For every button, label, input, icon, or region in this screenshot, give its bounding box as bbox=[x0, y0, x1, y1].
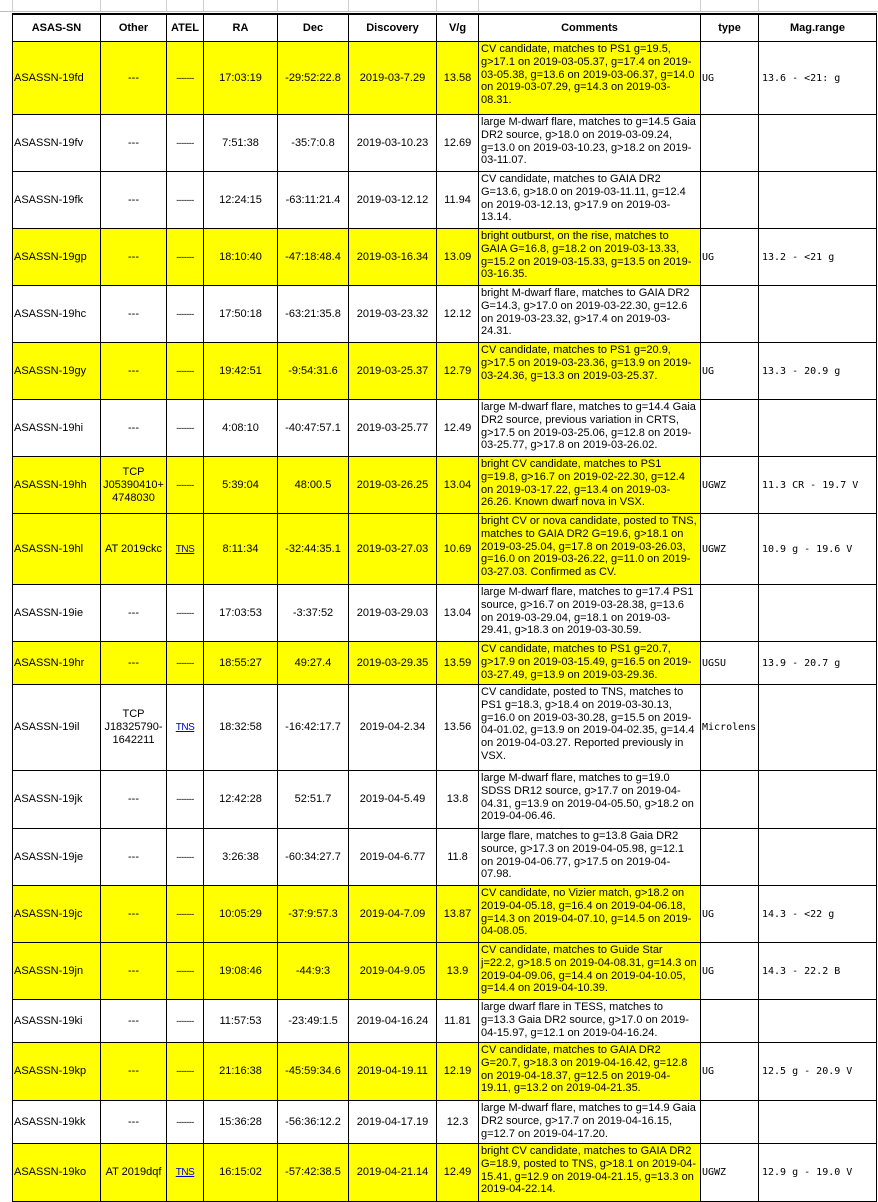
cell-type: UGSU bbox=[701, 642, 759, 685]
cell-ra: 4:08:10 bbox=[204, 400, 278, 457]
cell-comment: CV candidate, matches to GAIA DR2 G=20.7, g>18.3 on 2019-04-16.42, g=12.8 on 2019-04-18.37, g=12.5 on 2019-04-19.11, g=13.2 on 2019-04-21.35. bbox=[479, 1043, 701, 1101]
cell-comment: bright CV candidate, matches to GAIA DR2 G=18.9, posted to TNS, g>18.1 on 2019-04-15.41, g=12.9 on 2019-04-21.15, g=13.3 on 2019-04-22.14. bbox=[479, 1144, 701, 1202]
transient-table bbox=[12, 13, 877, 1202]
cell-type: UG bbox=[701, 886, 759, 943]
col-header-ra: RA bbox=[204, 14, 278, 42]
cell-vg: 12.19 bbox=[437, 1043, 479, 1101]
col-header-vg: V/g bbox=[437, 14, 479, 42]
cell-discovery: 2019-04-2.34 bbox=[349, 685, 437, 771]
cell-dec: -44:9:3 bbox=[278, 943, 349, 1000]
cell-asassn-id: ASASSN-19kk bbox=[13, 1101, 101, 1144]
cell-discovery: 2019-04-5.49 bbox=[349, 771, 437, 829]
cell-ra: 15:36:28 bbox=[204, 1101, 278, 1144]
cell-magrange: 14.3 - 22.2 B bbox=[759, 943, 877, 1000]
cell-comment: CV candidate, posted to TNS, matches to PS1 g=18.3, g>18.4 on 2019-03-30.13, g=16.0 on 2019-03-30.28, g=15.5 on 2019-04-01.02, g=13.9 on 2019-04-02.35, g=14.4 on 2019-04-03.27. Reported previously in VSX. bbox=[479, 685, 701, 771]
cell-other: AT 2019ckc bbox=[101, 514, 167, 585]
cell-dec: -9:54:31.6 bbox=[278, 343, 349, 400]
cell-comment: CV candidate, no Vizier match, g>18.2 on 2019-04-05.18, g=16.4 on 2019-04-06.18, g=14.3 on 2019-04-07.10, g=14.5 on 2019-04-08.05. bbox=[479, 886, 701, 943]
cell-asassn-id: ASASSN-19fv bbox=[13, 115, 101, 172]
cell-ra: 16:15:02 bbox=[204, 1144, 278, 1202]
cell-other: --- bbox=[101, 771, 167, 829]
cell-ra: 3:26:38 bbox=[204, 829, 278, 886]
table-row bbox=[13, 1043, 877, 1101]
cell-comment: large M-dwarf flare, matches to g=17.4 PS1 source, g>16.7 on 2019-03-28.38, g=13.6 on 2019-03-29.04, g=18.1 on 2019-03-29.41, g>18.3 on 2019-03-30.59. bbox=[479, 585, 701, 642]
cell-asassn-id: ASASSN-19hc bbox=[13, 286, 101, 343]
cell-comment: large M-dwarf flare, matches to g=14.5 Gaia DR2 source, g>18.0 on 2019-03-09.24, g=13.0 on 2019-03-10.23, g>18.2 on 2019-03-11.07. bbox=[479, 115, 701, 172]
cell-discovery: 2019-03-7.29 bbox=[349, 42, 437, 115]
col-header-type: type bbox=[701, 14, 759, 42]
cell-discovery: 2019-04-6.77 bbox=[349, 829, 437, 886]
cell-ra: 17:50:18 bbox=[204, 286, 278, 343]
cell-ra: 7:51:38 bbox=[204, 115, 278, 172]
cell-ra: 21:16:38 bbox=[204, 1043, 278, 1101]
table-row bbox=[13, 642, 877, 685]
table-row bbox=[13, 886, 877, 943]
cell-comment: large M-dwarf flare, matches to g=14.4 Gaia DR2 source, previous variation in CRTS, g>17.5 on 2019-03-25.06, g=12.8 on 2019-03-25.77, g>17.8 on 2019-03-26.02. bbox=[479, 400, 701, 457]
cell-other: --- bbox=[101, 642, 167, 685]
cell-type: UGWZ bbox=[701, 457, 759, 514]
cell-type bbox=[701, 1000, 759, 1043]
cell-ra: 18:10:40 bbox=[204, 229, 278, 286]
cell-type: UG bbox=[701, 229, 759, 286]
cell-magrange bbox=[759, 771, 877, 829]
cell-magrange bbox=[759, 829, 877, 886]
cell-magrange bbox=[759, 115, 877, 172]
cell-discovery: 2019-03-23.32 bbox=[349, 286, 437, 343]
cell-other: --- bbox=[101, 343, 167, 400]
cell-vg: 12.79 bbox=[437, 343, 479, 400]
table-row bbox=[13, 229, 877, 286]
cell-vg: 11.81 bbox=[437, 1000, 479, 1043]
cell-dec: -35:7:0.8 bbox=[278, 115, 349, 172]
cell-ra: 11:57:53 bbox=[204, 1000, 278, 1043]
cell-atel: ------- bbox=[167, 229, 204, 286]
cell-vg: 10.69 bbox=[437, 514, 479, 585]
cell-type: Microlens bbox=[701, 685, 759, 771]
cell-other: TCP J05390410+ 4748030 bbox=[101, 457, 167, 514]
cell-vg: 11.8 bbox=[437, 829, 479, 886]
col-header-discovery: Discovery bbox=[349, 14, 437, 42]
cell-vg: 12.49 bbox=[437, 1144, 479, 1202]
cell-asassn-id: ASASSN-19je bbox=[13, 829, 101, 886]
cell-asassn-id: ASASSN-19kp bbox=[13, 1043, 101, 1101]
cell-magrange: 11.3 CR - 19.7 V bbox=[759, 457, 877, 514]
cell-magrange bbox=[759, 1101, 877, 1144]
table-body bbox=[13, 42, 877, 1202]
col-header-asassn: ASAS-SN bbox=[13, 14, 101, 42]
cell-type bbox=[701, 115, 759, 172]
cell-discovery: 2019-04-9.05 bbox=[349, 943, 437, 1000]
cell-discovery: 2019-04-17.19 bbox=[349, 1101, 437, 1144]
cell-type: UG bbox=[701, 343, 759, 400]
cell-atel bbox=[167, 685, 204, 771]
cell-other: --- bbox=[101, 115, 167, 172]
table-row bbox=[13, 42, 877, 115]
cell-discovery: 2019-04-7.09 bbox=[349, 886, 437, 943]
cell-atel: ------- bbox=[167, 771, 204, 829]
cell-comment: large flare, matches to g=13.8 Gaia DR2 source, g>17.3 on 2019-04-05.98, g=12.1 on 2019-04-06.77, g>17.5 on 2019-04-07.98. bbox=[479, 829, 701, 886]
cell-magrange bbox=[759, 286, 877, 343]
cell-discovery: 2019-03-12.12 bbox=[349, 172, 437, 229]
cell-atel: ------- bbox=[167, 343, 204, 400]
cell-magrange: 12.9 g - 19.0 V bbox=[759, 1144, 877, 1202]
table-row bbox=[13, 685, 877, 771]
cell-vg: 13.9 bbox=[437, 943, 479, 1000]
cell-magrange bbox=[759, 400, 877, 457]
cell-other: --- bbox=[101, 943, 167, 1000]
cell-comment: large dwarf flare in TESS, matches to g=13.3 Gaia DR2 source, g>17.0 on 2019-04-15.97, g=12.1 on 2019-04-16.24. bbox=[479, 1000, 701, 1043]
table-row bbox=[13, 172, 877, 229]
cell-dec: -60:34:27.7 bbox=[278, 829, 349, 886]
table-row bbox=[13, 400, 877, 457]
cell-dec: 52:51.7 bbox=[278, 771, 349, 829]
cell-other: --- bbox=[101, 1101, 167, 1144]
cell-asassn-id: ASASSN-19fk bbox=[13, 172, 101, 229]
table-row bbox=[13, 943, 877, 1000]
cell-comment: CV candidate, matches to Guide Star j=22.2, g>18.5 on 2019-04-08.31, g=14.3 on 2019-04-09.06, g=14.4 on 2019-04-10.05, g=14.4 on 2019-04-10.39. bbox=[479, 943, 701, 1000]
cell-vg: 13.8 bbox=[437, 771, 479, 829]
cell-dec: -16:42:17.7 bbox=[278, 685, 349, 771]
cell-type: UG bbox=[701, 42, 759, 115]
cell-magrange: 10.9 g - 19.6 V bbox=[759, 514, 877, 585]
cell-vg: 13.56 bbox=[437, 685, 479, 771]
cell-type bbox=[701, 771, 759, 829]
table-row bbox=[13, 514, 877, 585]
cell-discovery: 2019-03-25.77 bbox=[349, 400, 437, 457]
cell-atel: ------- bbox=[167, 943, 204, 1000]
cell-asassn-id: ASASSN-19gp bbox=[13, 229, 101, 286]
cell-discovery: 2019-04-19.11 bbox=[349, 1043, 437, 1101]
cell-dec: -56:36:12.2 bbox=[278, 1101, 349, 1144]
table-row bbox=[13, 585, 877, 642]
cell-ra: 18:55:27 bbox=[204, 642, 278, 685]
cell-dec: -47:18:48.4 bbox=[278, 229, 349, 286]
cell-asassn-id: ASASSN-19jk bbox=[13, 771, 101, 829]
column-header-strip bbox=[0, 0, 878, 12]
cell-type bbox=[701, 585, 759, 642]
cell-asassn-id: ASASSN-19hh bbox=[13, 457, 101, 514]
cell-type bbox=[701, 400, 759, 457]
col-header-other: Other bbox=[101, 14, 167, 42]
cell-type bbox=[701, 1101, 759, 1144]
cell-discovery: 2019-03-26.25 bbox=[349, 457, 437, 514]
cell-asassn-id: ASASSN-19ie bbox=[13, 585, 101, 642]
cell-atel bbox=[167, 1144, 204, 1202]
cell-magrange bbox=[759, 685, 877, 771]
cell-comment: large M-dwarf flare, matches to g=19.0 SDSS DR12 source, g>17.7 on 2019-04-04.31, g=13.9 on 2019-04-05.50, g>18.2 on 2019-04-06.46. bbox=[479, 771, 701, 829]
tns-link[interactable]: TNS bbox=[175, 543, 195, 555]
cell-comment: bright outburst, on the rise, matches to GAIA G=16.8, g=18.2 on 2019-03-13.33, g=15.2 on 2019-03-15.33, g=13.5 on 2019-03-16.35. bbox=[479, 229, 701, 286]
cell-type: UGWZ bbox=[701, 514, 759, 585]
cell-vg: 13.58 bbox=[437, 42, 479, 115]
cell-comment: CV candidate, matches to PS1 g=20.9, g>17.5 on 2019-03-23.36, g=13.9 on 2019-03-24.36, g=13.3 on 2019-03-25.37. bbox=[479, 343, 701, 400]
cell-other: --- bbox=[101, 886, 167, 943]
cell-comment: CV candidate, matches to PS1 g=19.5, g>17.1 on 2019-03-05.37, g=17.4 on 2019-03-05.38, g=13.6 on 2019-03-06.37, g=14.0 on 2019-03-07.29, g=14.3 on 2019-03-08.31. bbox=[479, 42, 701, 115]
cell-discovery: 2019-04-21.14 bbox=[349, 1144, 437, 1202]
table-row bbox=[13, 1000, 877, 1043]
cell-atel: ------- bbox=[167, 115, 204, 172]
cell-asassn-id: ASASSN-19hi bbox=[13, 400, 101, 457]
cell-dec: -3:37:52 bbox=[278, 585, 349, 642]
cell-vg: 13.04 bbox=[437, 585, 479, 642]
cell-other: --- bbox=[101, 829, 167, 886]
cell-asassn-id: ASASSN-19hl bbox=[13, 514, 101, 585]
cell-ra: 17:03:53 bbox=[204, 585, 278, 642]
cell-ra: 8:11:34 bbox=[204, 514, 278, 585]
cell-atel: ------- bbox=[167, 400, 204, 457]
cell-dec: -57:42:38.5 bbox=[278, 1144, 349, 1202]
cell-atel: ------- bbox=[167, 1101, 204, 1144]
cell-vg: 13.09 bbox=[437, 229, 479, 286]
table-row bbox=[13, 771, 877, 829]
table-row bbox=[13, 115, 877, 172]
cell-asassn-id: ASASSN-19il bbox=[13, 685, 101, 771]
cell-type: UG bbox=[701, 943, 759, 1000]
cell-atel: ------- bbox=[167, 585, 204, 642]
cell-magrange bbox=[759, 172, 877, 229]
cell-discovery: 2019-03-10.23 bbox=[349, 115, 437, 172]
cell-dec: 48:00.5 bbox=[278, 457, 349, 514]
cell-atel: ------- bbox=[167, 172, 204, 229]
cell-asassn-id: ASASSN-19gy bbox=[13, 343, 101, 400]
cell-discovery: 2019-03-16.34 bbox=[349, 229, 437, 286]
cell-vg: 13.04 bbox=[437, 457, 479, 514]
cell-ra: 18:32:58 bbox=[204, 685, 278, 771]
cell-discovery: 2019-03-29.35 bbox=[349, 642, 437, 685]
table-row bbox=[13, 1144, 877, 1202]
table-row bbox=[13, 1101, 877, 1144]
cell-discovery: 2019-04-16.24 bbox=[349, 1000, 437, 1043]
cell-discovery: 2019-03-29.03 bbox=[349, 585, 437, 642]
cell-dec: -45:59:34.6 bbox=[278, 1043, 349, 1101]
cell-discovery: 2019-03-25.37 bbox=[349, 343, 437, 400]
cell-vg: 12.49 bbox=[437, 400, 479, 457]
col-header-comments: Comments bbox=[479, 14, 701, 42]
cell-dec: -23:49:1.5 bbox=[278, 1000, 349, 1043]
cell-ra: 5:39:04 bbox=[204, 457, 278, 514]
cell-magrange: 13.3 - 20.9 g bbox=[759, 343, 877, 400]
cell-comment: large M-dwarf flare, matches to g=14.9 Gaia DR2 source, g>17.7 on 2019-04-16.15, g=12.7 on 2019-04-17.20. bbox=[479, 1101, 701, 1144]
col-header-dec: Dec bbox=[278, 14, 349, 42]
cell-asassn-id: ASASSN-19ki bbox=[13, 1000, 101, 1043]
cell-other: TCP J18325790- 1642211 bbox=[101, 685, 167, 771]
cell-ra: 17:03:19 bbox=[204, 42, 278, 115]
table-row bbox=[13, 343, 877, 400]
cell-atel: ------- bbox=[167, 457, 204, 514]
table-row bbox=[13, 829, 877, 886]
col-header-magrange: Mag.range bbox=[759, 14, 877, 42]
cell-magrange: 13.2 - <21 g bbox=[759, 229, 877, 286]
cell-type bbox=[701, 829, 759, 886]
cell-comment: bright CV candidate, matches to PS1 g=19.8, g>16.7 on 2019-02-22.30, g=12.4 on 2019-03-17.22, g=13.4 on 2019-03-26.26. Known dwarf nova in VSX. bbox=[479, 457, 701, 514]
cell-dec: -37:9:57.3 bbox=[278, 886, 349, 943]
cell-other: --- bbox=[101, 229, 167, 286]
cell-atel: ------- bbox=[167, 886, 204, 943]
cell-other: --- bbox=[101, 286, 167, 343]
cell-ra: 10:05:29 bbox=[204, 886, 278, 943]
cell-vg: 11.94 bbox=[437, 172, 479, 229]
cell-comment: CV candidate, matches to GAIA DR2 G=13.6, g>18.0 on 2019-03-11.11, g=12.4 on 2019-03-12.13, g>17.9 on 2019-03-13.14. bbox=[479, 172, 701, 229]
cell-atel: ------- bbox=[167, 1043, 204, 1101]
cell-atel: ------- bbox=[167, 286, 204, 343]
cell-vg: 12.3 bbox=[437, 1101, 479, 1144]
table-row bbox=[13, 457, 877, 514]
cell-type bbox=[701, 172, 759, 229]
cell-other: --- bbox=[101, 42, 167, 115]
cell-comment: bright M-dwarf flare, matches to GAIA DR2 G=14.3, g>17.0 on 2019-03-22.30, g=12.6 on 2019-03-23.32, g>17.4 on 2019-03-24.31. bbox=[479, 286, 701, 343]
cell-dec: -63:11:21.4 bbox=[278, 172, 349, 229]
cell-vg: 12.12 bbox=[437, 286, 479, 343]
cell-other: --- bbox=[101, 172, 167, 229]
cell-atel: ------- bbox=[167, 42, 204, 115]
cell-asassn-id: ASASSN-19jc bbox=[13, 886, 101, 943]
cell-other: AT 2019dqf bbox=[101, 1144, 167, 1202]
table-row bbox=[13, 286, 877, 343]
cell-asassn-id: ASASSN-19ko bbox=[13, 1144, 101, 1202]
cell-discovery: 2019-03-27.03 bbox=[349, 514, 437, 585]
cell-atel bbox=[167, 514, 204, 585]
cell-ra: 12:42:28 bbox=[204, 771, 278, 829]
cell-ra: 19:42:51 bbox=[204, 343, 278, 400]
cell-atel: ------- bbox=[167, 829, 204, 886]
cell-ra: 12:24:15 bbox=[204, 172, 278, 229]
cell-atel: ------- bbox=[167, 642, 204, 685]
tns-link[interactable]: TNS bbox=[175, 722, 195, 733]
cell-dec: -32:44:35.1 bbox=[278, 514, 349, 585]
cell-magrange: 13.6 - <21: g bbox=[759, 42, 877, 115]
cell-dec: -40:47:57.1 bbox=[278, 400, 349, 457]
cell-atel: ------- bbox=[167, 1000, 204, 1043]
cell-type: UG bbox=[701, 1043, 759, 1101]
cell-other: --- bbox=[101, 1000, 167, 1043]
cell-other: --- bbox=[101, 585, 167, 642]
cell-asassn-id: ASASSN-19jn bbox=[13, 943, 101, 1000]
cell-comment: bright CV or nova candidate, posted to TNS, matches to GAIA DR2 G=19.6, g>18.1 on 2019-03-25.04, g=17.8 on 2019-03-26.03, g=16.0 on 2019-03-26.22, g=11.0 on 2019-03-27.03. Confirmed as CV. bbox=[479, 514, 701, 585]
cell-magrange bbox=[759, 585, 877, 642]
cell-magrange bbox=[759, 1000, 877, 1043]
cell-dec: -29:52:22.8 bbox=[278, 42, 349, 115]
cell-vg: 13.87 bbox=[437, 886, 479, 943]
cell-asassn-id: ASASSN-19hr bbox=[13, 642, 101, 685]
col-header-atel: ATEL bbox=[167, 14, 204, 42]
cell-ra: 19:08:46 bbox=[204, 943, 278, 1000]
cell-other: --- bbox=[101, 1043, 167, 1101]
tns-link[interactable]: TNS bbox=[175, 1167, 195, 1178]
cell-type bbox=[701, 286, 759, 343]
cell-comment: CV candidate, matches to PS1 g=20.7, g>17.9 on 2019-03-15.49, g=16.5 on 2019-03-27.49, g=13.9 on 2019-03-29.36. bbox=[479, 642, 701, 685]
cell-magrange: 13.9 - 20.7 g bbox=[759, 642, 877, 685]
cell-asassn-id: ASASSN-19fd bbox=[13, 42, 101, 115]
header-row bbox=[13, 14, 877, 42]
cell-vg: 13.59 bbox=[437, 642, 479, 685]
cell-dec: -63:21:35.8 bbox=[278, 286, 349, 343]
cell-vg: 12.69 bbox=[437, 115, 479, 172]
cell-other: --- bbox=[101, 400, 167, 457]
cell-magrange: 12.5 g - 20.9 V bbox=[759, 1043, 877, 1101]
cell-magrange: 14.3 - <22 g bbox=[759, 886, 877, 943]
cell-dec: 49:27.4 bbox=[278, 642, 349, 685]
cell-type: UGWZ bbox=[701, 1144, 759, 1202]
